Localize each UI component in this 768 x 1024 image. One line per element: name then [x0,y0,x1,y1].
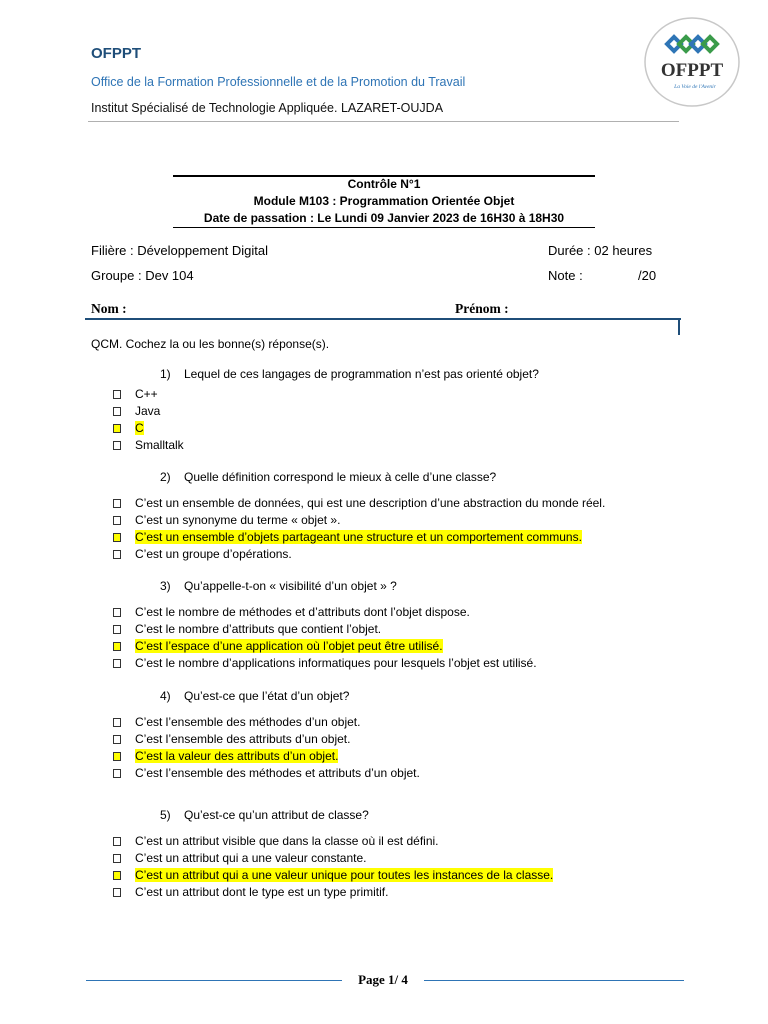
checkbox[interactable] [113,888,121,897]
question-4 [160,689,349,703]
q5-option-1[interactable] [113,833,439,849]
module-title: Module M103 : Programmation Orientée Objet [253,194,515,208]
checkbox[interactable] [113,659,121,668]
checkbox[interactable] [113,516,121,525]
q3-option-4[interactable] [113,655,537,671]
footer-rule-right [424,980,684,981]
option-text: C’est un attribut dont le type est un type primitif. [135,885,389,899]
checkbox[interactable] [113,441,121,450]
checkbox[interactable] [113,854,121,863]
option-text: C++ [135,387,158,401]
option-text: C’est un attribut qui a une valeur constante. [135,851,367,865]
option-text: C’est l’ensemble des méthodes d’un objet. [135,715,361,729]
checkbox[interactable] [113,550,121,559]
qcm-intro: QCM. Cochez la ou les bonne(s) réponse(s). [91,337,330,351]
option-text-highlighted: C’est la valeur des attributs d’un objet. [135,749,339,763]
note-total: /20 [638,268,657,283]
option-text: C’est le nombre de méthodes et d’attributs dont l’objet dispose. [135,605,470,619]
checkbox[interactable] [113,533,121,542]
q4-option-4[interactable] [113,765,420,781]
header-divider [88,121,679,122]
prenom-label: Prénom : [455,301,509,316]
q2-option-3[interactable] [113,529,582,545]
name-rule-tick [678,318,680,335]
option-text: C’est un ensemble de données, qui est une description d’une abstraction du monde réel. [135,496,606,510]
exam-date: Date de passation : Le Lundi 09 Janvier 2023 de 16H30 à 18H30 [203,211,565,225]
question-number: 1) [160,367,171,381]
q1-option-2[interactable] [113,403,160,419]
checkbox[interactable] [113,642,121,651]
checkbox[interactable] [113,769,121,778]
page-number: Page 1/ 4 [358,972,408,987]
checkbox[interactable] [113,837,121,846]
q2-option-2[interactable] [113,512,340,528]
question-text: Qu’est-ce que l’état d’un objet? [184,689,350,703]
option-text: Java [135,404,161,418]
q4-option-1[interactable] [113,714,360,730]
ofppt-logo [643,16,741,108]
checkbox[interactable] [113,407,121,416]
office-name: Office de la Formation Professionnelle et de la Promotion du Travail [91,75,466,89]
checkbox[interactable] [113,499,121,508]
q1-option-1[interactable] [113,386,158,402]
q1-option-3[interactable] [113,420,144,436]
filiere-label: Filière : Développement Digital [91,243,269,258]
checkbox[interactable] [113,718,121,727]
option-text-highlighted: C’est l’espace d’une application où l’objet peut être utilisé. [135,639,443,653]
question-3 [160,579,397,593]
name-rule [85,318,681,320]
checkbox[interactable] [113,752,121,761]
duree-label: Durée : 02 heures [548,243,653,258]
option-text: C’est un attribut visible que dans la classe où il est défini. [135,834,439,848]
logo-tagline: La Voie de l'Avenir [674,84,716,90]
footer-rule-left [86,980,342,981]
question-1 [160,367,539,381]
question-number: 2) [160,470,171,484]
option-text: C’est un groupe d’opérations. [135,547,292,561]
q3-option-3[interactable] [113,638,443,654]
q4-option-2[interactable] [113,731,350,747]
checkbox[interactable] [113,735,121,744]
question-text: Qu’est-ce qu’un attribut de classe? [184,808,369,822]
institute-name: Institut Spécialisé de Technologie Appliquée. LAZARET-OUJDA [91,101,444,115]
option-text: C’est l’ensemble des méthodes et attributs d’un objet. [135,766,420,780]
nom-label: Nom : [91,301,127,316]
note-label: Note : [548,268,583,283]
checkbox[interactable] [113,871,121,880]
logo-text: OFPPT [660,60,724,81]
question-2 [160,470,496,484]
option-text: Smalltalk [135,438,184,452]
option-text-highlighted: C’est un attribut qui a une valeur unique pour toutes les instances de la classe. [135,868,554,882]
option-text-highlighted: C’est un ensemble d’objets partageant une structure et un comportement communs. [135,530,582,544]
option-text: C’est le nombre d’applications informatiques pour lesquels l’objet est utilisé. [135,656,537,670]
checkbox[interactable] [113,625,121,634]
question-text: Lequel de ces langages de programmation n’est pas orienté objet? [184,367,539,381]
question-number: 3) [160,579,171,593]
exam-title: Contrôle N°1 [347,177,421,191]
checkbox[interactable] [113,390,121,399]
option-text: C’est l’ensemble des attributs d’un objet. [135,732,351,746]
option-text: C’est le nombre d’attributs que contient l’objet. [135,622,382,636]
question-number: 5) [160,808,171,822]
q5-option-2[interactable] [113,850,366,866]
title-bottom-rule [173,227,595,228]
q4-option-3[interactable] [113,748,338,764]
q5-option-4[interactable] [113,884,388,900]
question-5 [160,808,369,822]
option-text-highlighted: C [135,421,144,435]
question-text: Quelle définition correspond le mieux à celle d’une classe? [184,470,497,484]
checkbox[interactable] [113,608,121,617]
q3-option-2[interactable] [113,621,381,637]
groupe-label: Groupe : Dev 104 [91,268,194,283]
question-text: Qu’appelle-t-on « visibilité d’un objet » ? [184,579,397,593]
q3-option-1[interactable] [113,604,470,620]
q2-option-4[interactable] [113,546,292,562]
q1-option-4[interactable] [113,437,184,453]
checkbox[interactable] [113,424,121,433]
q5-option-3[interactable] [113,867,553,883]
option-text: C’est un synonyme du terme « objet ». [135,513,341,527]
org-name: OFPPT [91,45,142,62]
q2-option-1[interactable] [113,495,605,511]
question-number: 4) [160,689,171,703]
